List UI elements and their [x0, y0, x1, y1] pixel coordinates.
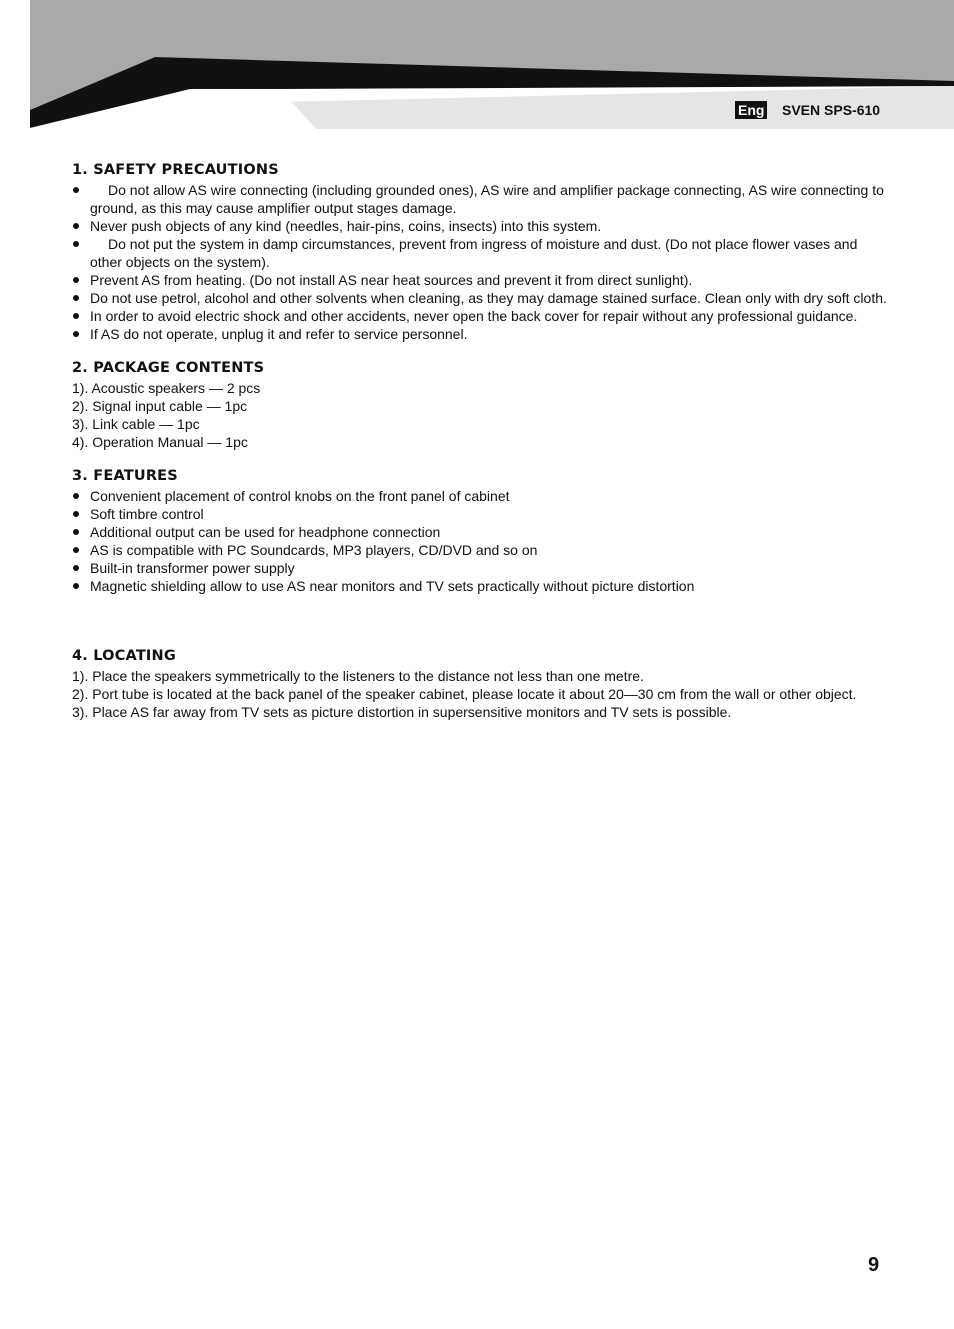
bullet-icon: [73, 583, 79, 589]
manual-content: [72, 161, 888, 721]
locating-step: 2). Port tube is located at the back panel of the speaker cabinet, please locate it about 20—30 cm from the wall or other object.: [72, 686, 857, 702]
section-heading: 1. SAFETY PRECAUTIONS: [72, 162, 279, 178]
list-item: Additional output can be used for headphone connection: [72, 523, 888, 541]
bullet-icon: [73, 331, 79, 337]
bullet-icon: [73, 493, 79, 499]
package-item: 2). Signal input cable — 1pc: [72, 398, 248, 414]
section-safety-precautions: [72, 161, 888, 343]
locating-step: 3). Place AS far away from TV sets as picture distortion in supersensitive monitors and TV sets is possible.: [72, 704, 732, 720]
bullet-icon: [73, 295, 79, 301]
section-heading: 3. FEATURES: [72, 468, 178, 484]
package-item: 4). Operation Manual — 1pc: [72, 434, 248, 450]
section-package-contents: [72, 359, 888, 451]
list-item: Soft timbre control: [72, 505, 888, 523]
bullet-icon: [73, 223, 79, 229]
list-item: Built-in transformer power supply: [72, 559, 888, 577]
package-item: 1). Acoustic speakers — 2 pcs: [72, 380, 261, 396]
model-title: SVEN SPS-610: [782, 102, 881, 118]
bullet-icon: [73, 241, 79, 247]
bullet-icon: [73, 547, 79, 553]
list-item: Never push objects of any kind (needles, hair-pins, coins, insects) into this system.: [72, 217, 888, 235]
page-number: 9: [868, 1254, 880, 1276]
list-item: Convenient placement of control knobs on the front panel of cabinet: [72, 487, 888, 505]
language-badge: Eng: [735, 101, 767, 119]
list-item: AS is compatible with PC Soundcards, MP3 players, CD/DVD and so on: [72, 541, 888, 559]
bullet-icon: [73, 529, 79, 535]
bullet-icon: [73, 565, 79, 571]
list-item: If AS do not operate, unplug it and refer to service personnel.: [72, 325, 888, 343]
locating-step: 1). Place the speakers symmetrically to the listeners to the distance not less than one metre.: [72, 668, 644, 684]
bullet-icon: [73, 187, 79, 193]
list-item: Magnetic shielding allow to use AS near monitors and TV sets practically without picture distortion: [72, 577, 888, 595]
bullet-icon: [73, 313, 79, 319]
list-item: Prevent AS from heating. (Do not install AS near heat sources and prevent it from direct sunlight).: [72, 271, 888, 289]
bullet-list: [72, 181, 888, 343]
list-item: Do not put the system in damp circumstances, prevent from ingress of moisture and dust. (Do not place flower vases and other objects on the system).: [72, 235, 888, 271]
section-heading: 2. PACKAGE CONTENTS: [72, 360, 265, 376]
bullet-icon: [73, 511, 79, 517]
section-heading: 4. LOCATING: [72, 648, 176, 664]
bullet-list: [72, 487, 888, 595]
list-item: Do not allow AS wire connecting (including grounded ones), AS wire and amplifier package connecting, AS wire connecting to ground, as this may cause amplifier output stages damage.: [72, 181, 888, 217]
section-locating: [72, 647, 888, 721]
list-item: Do not use petrol, alcohol and other solvents when cleaning, as they may damage stained surface. Clean only with dry soft cloth.: [72, 289, 888, 307]
list-item: In order to avoid electric shock and other accidents, never open the back cover for repair without any professional guidance.: [72, 307, 888, 325]
bullet-icon: [73, 277, 79, 283]
package-item: 3). Link cable — 1pc: [72, 416, 200, 432]
section-features: [72, 467, 888, 595]
